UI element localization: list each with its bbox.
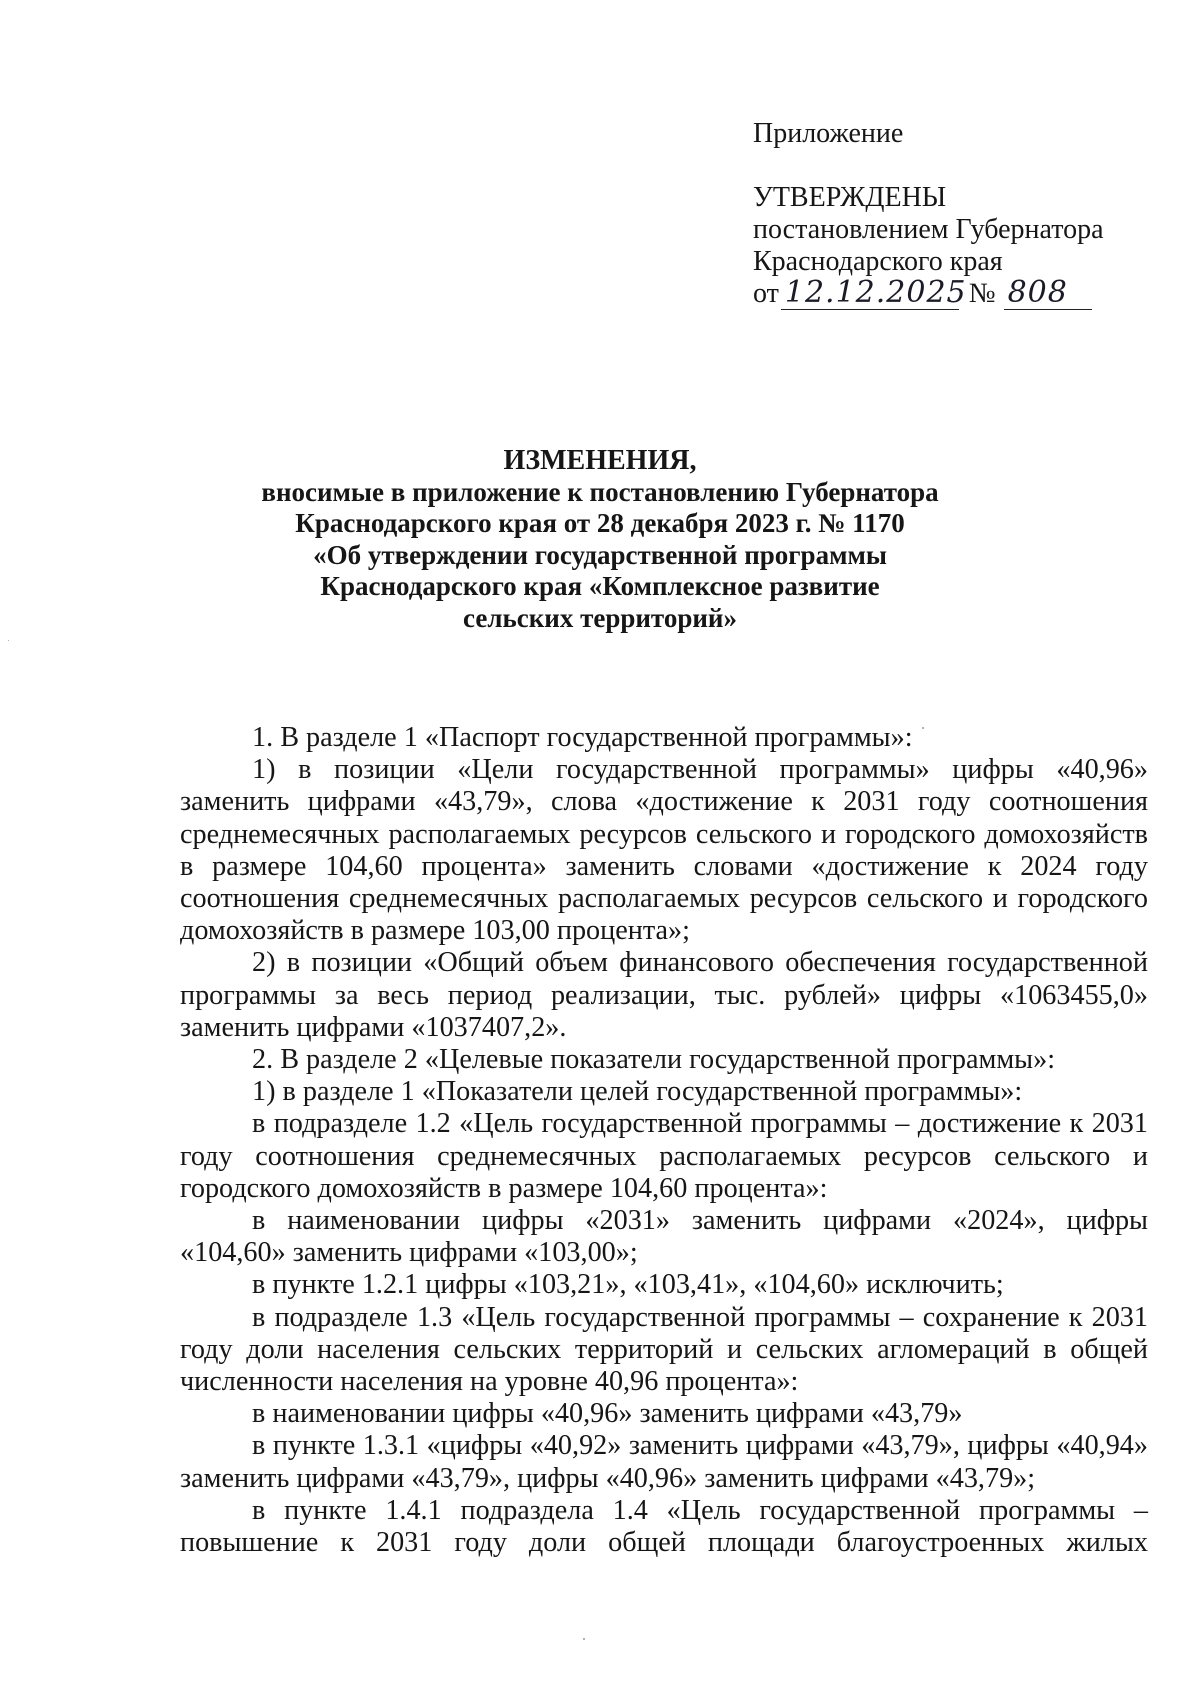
title-line-2: Краснодарского края от 28 декабря 2023 г. № 1170	[295, 508, 905, 538]
approved-by-line-1: постановлением Губернатора	[753, 214, 1104, 245]
paragraph-subsection-1-2-name: в наименовании цифры «2031» заменить цифрами «2024», цифры «104,60» заменить цифрами «103,00»;	[180, 1205, 1148, 1269]
paragraph-section-2: 2. В разделе 2 «Целевые показатели государственной программы»:	[252, 1044, 1056, 1076]
document-title	[0, 445, 1200, 634]
decree-date-number-line	[753, 275, 1104, 310]
paragraph-section-1-item-2: 2) в позиции «Общий объем финансового обеспечения государственной программы за весь период реализации, тыс. рублей» цифры «1063455,0» заменить цифрами «1037407,2».	[180, 947, 1148, 1043]
paragraph-item-1-3-1: в пункте 1.3.1 «цифры «40,92» заменить цифрами «43,79», цифры «40,94» заменить цифрами «43,79», цифры «40,96» заменить цифрами «43,79»;	[180, 1430, 1148, 1494]
paragraph-item-1-4-1: в пункте 1.4.1 подраздела 1.4 «Цель государственной программы – повышение к 2031 году доли общей площади благоустроенных жилых	[180, 1494, 1148, 1559]
handwritten-decree-date: 12.12.2025	[781, 278, 959, 310]
number-sign: №	[968, 278, 996, 309]
title-line-1: вносимые в приложение к постановлению Губернатора	[261, 476, 939, 507]
scan-speck	[922, 727, 924, 729]
appendix-label: Приложение	[753, 118, 904, 149]
document-body	[180, 722, 1148, 1559]
approved-by-line-2: Краснодарского края	[753, 246, 1003, 277]
approved-label: УТВЕРЖДЕНЫ	[753, 182, 947, 213]
paragraph-section-1-item-1: 1) в позиции «Цели государственной программы» цифры «40,96» заменить цифрами «43,79», слова «достижение к 2031 году соотношения среднемесячных располагаемых ресурсов сельского и городского домохозяйств в размере 104,60 процента» заменить словами «достижение к 2024 году соотношения среднемесячных располагаемых ресурсов сельского и городского домохозяйств в размере 103,00 процента»;	[180, 754, 1148, 947]
handwritten-decree-number: 808	[1004, 278, 1092, 310]
paragraph-section-2-item-1: 1) в разделе 1 «Показатели целей государственной программы»:	[252, 1076, 1023, 1108]
paragraph-item-1-2-1: в пункте 1.2.1 цифры «103,21», «103,41», «104,60» исключить;	[252, 1269, 1004, 1301]
paragraph-section-1: 1. В разделе 1 «Паспорт государственной программы»:	[252, 722, 913, 753]
title-main: ИЗМЕНЕНИЯ,	[503, 445, 697, 476]
title-line-5: сельских территорий»	[463, 602, 737, 633]
scan-speck	[8, 640, 9, 641]
paragraph-subsection-1-3-name: в наименовании цифры «40,96» заменить цифрами «43,79»	[252, 1398, 963, 1430]
paragraph-subsection-1-3: в подразделе 1.3 «Цель государственной программы – сохранение к 2031 году доли населения сельских территорий и сельских агломераций в общей численности населения на уровне 40,96 процента»:	[180, 1301, 1148, 1398]
from-label: от	[753, 278, 779, 309]
approval-block	[753, 118, 1104, 310]
title-line-3: «Об утверждении государственной программы	[313, 539, 887, 570]
paragraph-subsection-1-2: в подразделе 1.2 «Цель государственной программы – достижение к 2031 году соотношения среднемесячных располагаемых ресурсов сельского и городского домохозяйств в размере 104,60 процента»:	[180, 1108, 1148, 1204]
title-line-4: Краснодарского края «Комплексное развитие	[320, 571, 880, 601]
scan-speck	[583, 1638, 585, 1640]
